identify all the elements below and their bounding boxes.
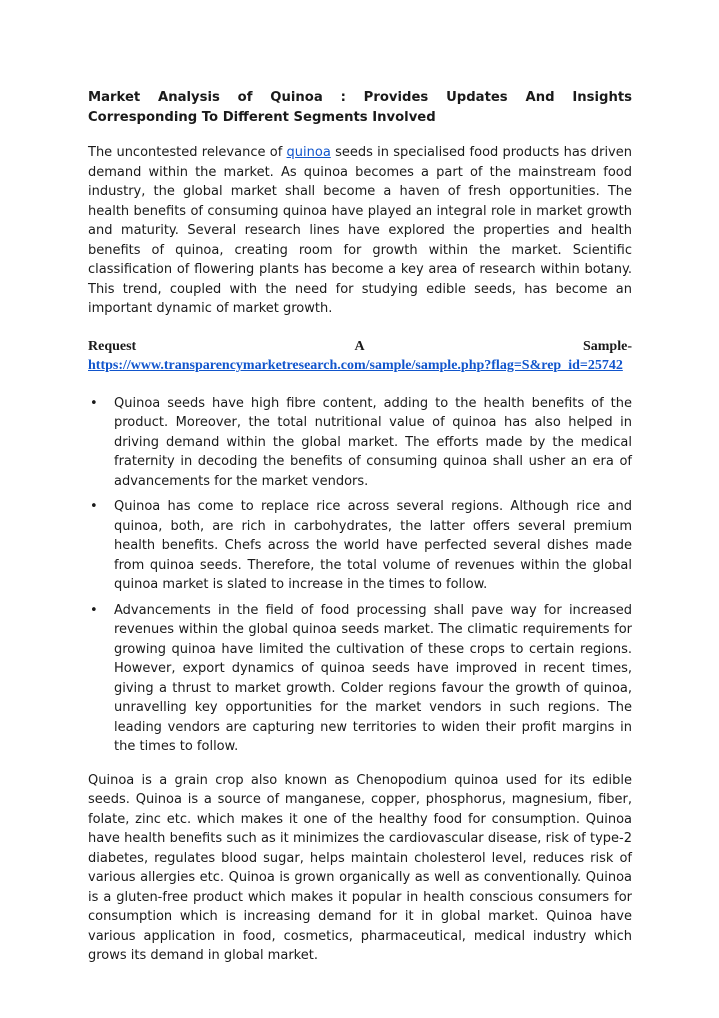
request-sample-block	[88, 337, 632, 376]
bullet-text: Quinoa has come to replace rice across several regions. Although rice and quinoa, both, are rich in carbohydrates, the latter offers several premium health benefits. Chefs across the world have perfected several dishes made from quinoa seeds. Therefore, the total volume of revenues within the global quinoa market is slated to increase in the times to follow.	[114, 499, 632, 592]
list-item	[88, 394, 632, 492]
bullet-icon: •	[90, 499, 98, 514]
list-item	[88, 601, 632, 757]
bullet-icon: •	[90, 602, 98, 618]
bullet-text: Advancements in the field of food processing shall pave way for increased revenues within the global quinoa seeds market. The climatic requirements for growing quinoa have limited the cultivation of these crops to certain regions. However, export dynamics of quinoa seeds have improved in recent times, giving a thrust to market growth. Colder regions favour the growth of quinoa, unravelling key opportunities for the market vendors in such regions. The leading vendors are capturing new territories to widen their profit margins in the times to follow.	[114, 602, 632, 754]
closing-paragraph: Quinoa is a grain crop also known as Chenopodium quinoa used for its edible seeds. Quinoa is a source of manganese, copper, phosphorus, magnesium, fiber, folate, zinc etc. which makes it one of the healthy food for consumption. Quinoa have health benefits such as it minimizes the cardiovascular disease, risk of type-2 diabetes, regulates blood sugar, helps maintain cholesterol level, reduces risk of various allergies etc. Quinoa is grown organically as well as conventionally. Quinoa is a gluten-free product which makes it popular in health conscious consumers for consumption which is increasing demand for it in global market. Quinoa have various application in food, cosmetics, pharmaceutical, medical industry which grows its demand in global market.	[88, 772, 632, 963]
bullet-list	[88, 394, 632, 757]
intro-text-after-link: seeds in specialised food products has driven demand within the market. As quinoa becomes a part of the mainstream food industry, the global market shall become a haven of fresh opportunities. The health benefits of consuming quinoa have played an integral role in market growth and maturity. Several research lines have explored the properties and health benefits of quinoa, creating room for growth within the market. Scientific classification of flowering plants has become a key area of research within botany. This trend, coupled with the need for studying edible seeds, has become an important dynamic of market growth.	[88, 145, 632, 316]
quinoa-link[interactable]: quinoa	[286, 145, 331, 160]
intro-text-before-link: The uncontested relevance of	[88, 145, 287, 160]
request-word: Request	[88, 338, 137, 354]
a-word: A	[354, 338, 365, 354]
bullet-text: Quinoa seeds have high fibre content, adding to the health benefits of the product. Moreover, the total nutritional value of quinoa has also helped in driving demand within the global market. The efforts made by the medical fraternity in decoding the benefits of consuming quinoa shall usher an era of advancements for the market vendors.	[114, 395, 632, 489]
sample-request-link[interactable]: https://www.transparencymarketresearch.com/sample/sample.php?flag=S&rep_id=25742	[88, 358, 623, 373]
intro-paragraph	[88, 143, 632, 319]
sample-word: Sample-	[582, 338, 632, 354]
list-item	[88, 497, 632, 595]
bullet-icon: •	[90, 395, 98, 411]
request-sample-heading	[88, 337, 632, 357]
document-title: Market Analysis of Quinoa : Provides Updates And Insights Corresponding To Different Segments Involved	[88, 90, 632, 125]
